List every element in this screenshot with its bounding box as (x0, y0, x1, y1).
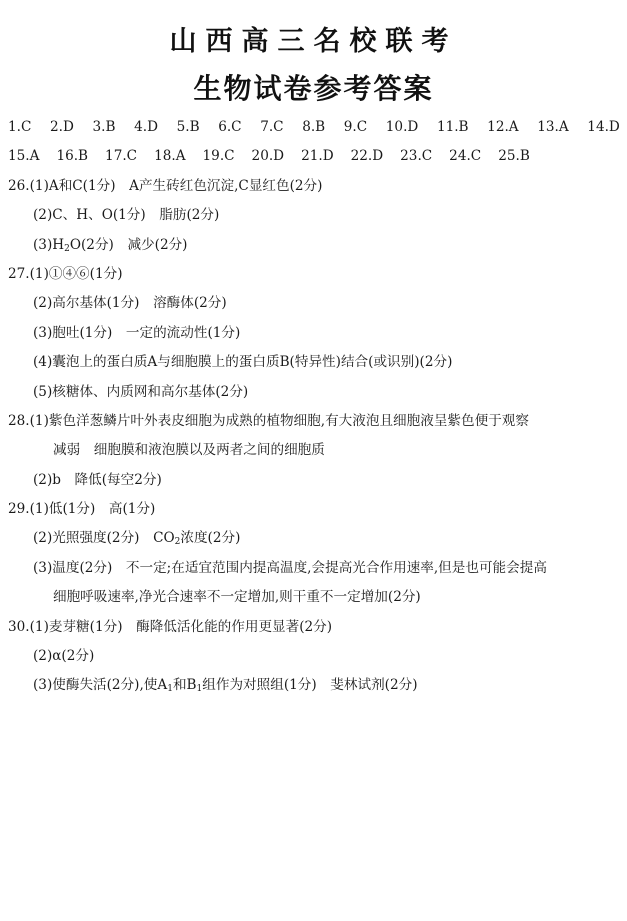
subscript: 2 (64, 243, 70, 254)
q30-part3-text: 组作为对照组(1分) 斐林试剂(2分) (202, 677, 418, 694)
subscript: 1 (196, 684, 203, 695)
q26-part3-text: O(2分) 减少(2分) (69, 236, 188, 253)
subscript: 1 (167, 684, 173, 695)
mc-answer: 19.C (202, 148, 235, 165)
q30-part3-text: (3)使酶失活(2分),使A (33, 677, 168, 694)
mc-answer: 3.B (92, 119, 116, 135)
mc-answer: 6.C (218, 119, 242, 135)
q29-part1: 29.(1)低(1分) 高(1分) (8, 501, 156, 518)
q27-part1: 27.(1)①④⑥(1分) (8, 265, 123, 282)
mc-answer: 20.D (251, 148, 285, 165)
q29-part2 (8, 524, 620, 553)
q27-part4: (4)囊泡上的蛋白质A与细胞膜上的蛋白质B(特异性)结合(或识别)(2分) (33, 354, 453, 371)
subscript: 2 (174, 537, 181, 548)
mc-answers-row-1 (8, 113, 620, 142)
mc-answer: 4.D (134, 119, 158, 135)
mc-answer: 18.A (154, 148, 186, 165)
q29-part2-text: (2)光照强度(2分) CO (33, 530, 175, 547)
mc-answers-row-2 (8, 142, 620, 171)
page-title: 山西高三名校联考 (169, 26, 458, 57)
q30-part3 (8, 671, 620, 700)
mc-answer: 7.C (260, 119, 284, 135)
q28-part1: 28.(1)紫色洋葱鳞片叶外表皮细胞为成熟的植物细胞,有大液泡且细胞液呈紫色便于观察 (8, 412, 529, 429)
answer-content (8, 113, 620, 701)
mc-answer: 21.D (301, 148, 334, 165)
q30-part3-text: 和B (172, 677, 197, 694)
q27-part5: (5)核糖体、内质网和高尔基体(2分) (33, 383, 249, 400)
mc-answer: 25.B (498, 148, 530, 165)
q29-part3-cont: 细胞呼吸速率,净光合速率不一定增加,则干重不一定增加(2分) (53, 589, 421, 606)
mc-answer: 5.B (176, 119, 200, 135)
page-subtitle: 生物试卷参考答案 (193, 72, 434, 105)
mc-answer: 23.C (400, 148, 433, 165)
q26-part1: 26.(1)A和C(1分) A产生砖红色沉淀,C显红色(2分) (8, 177, 323, 194)
q27-part3: (3)胞吐(1分) 一定的流动性(1分) (33, 324, 241, 341)
mc-answer: 17.C (105, 148, 138, 165)
mc-answer: 13.A (537, 119, 569, 135)
q29-part3: (3)温度(2分) 不一定;在适宜范围内提高温度,会提高光合作用速率,但是也可能会提高 (33, 559, 547, 576)
mc-answer: 1.C (8, 119, 32, 135)
mc-answer: 15.A (8, 148, 40, 165)
mc-answer: 8.B (302, 119, 326, 135)
q26-part2: (2)C、H、O(1分) 脂肪(2分) (33, 207, 220, 224)
mc-answer: 22.D (350, 148, 384, 165)
q28-part2: (2)b 降低(每空2分) (33, 471, 162, 488)
q26-part3 (8, 231, 620, 260)
q27-part2: (2)高尔基体(1分) 溶酶体(2分) (33, 295, 227, 312)
q28-part1-cont: 减弱 细胞膜和液泡膜以及两者之间的细胞质 (53, 442, 325, 459)
mc-answer: 2.D (50, 119, 74, 135)
mc-answer: 12.A (487, 119, 519, 135)
mc-answer: 9.C (343, 119, 368, 135)
mc-answer: 11.B (436, 119, 469, 135)
q30-part1: 30.(1)麦芽糖(1分) 酶降低活化能的作用更显著(2分) (8, 618, 333, 635)
mc-answer: 16.B (56, 148, 89, 165)
q30-part2: (2)α(2分) (33, 648, 95, 665)
q29-part2-text: 浓度(2分) (180, 530, 241, 547)
mc-answer: 10.D (385, 119, 419, 135)
mc-answer: 24.C (449, 148, 482, 165)
q26-part3-text: (3)H (33, 236, 65, 253)
mc-answer: 14.D (587, 119, 620, 135)
